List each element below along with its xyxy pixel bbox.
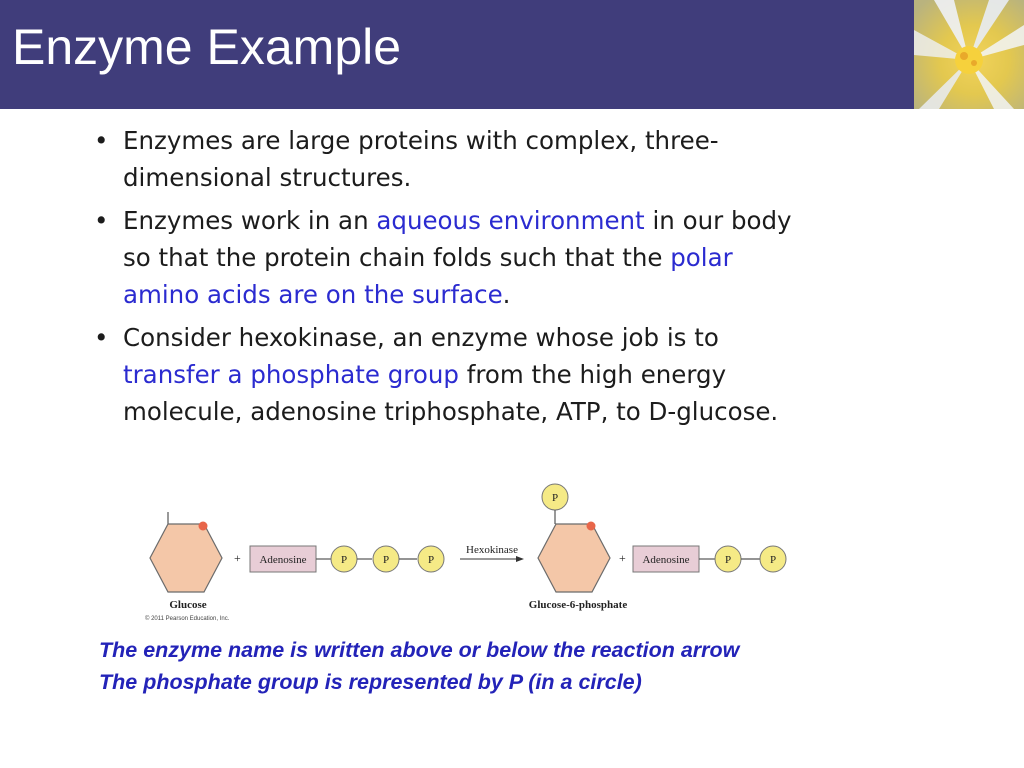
phosphate-label: P bbox=[427, 554, 435, 566]
caption-line: The phosphate group is represented by P (in a circle) bbox=[99, 670, 642, 694]
bullet-dot: • bbox=[94, 323, 109, 352]
slide-title: Enzyme Example bbox=[12, 19, 402, 75]
bullet-text: in our body so that the protein chain folds such that the bbox=[123, 206, 792, 272]
glucose-6-phosphate-label: Glucose-6-phosphate bbox=[528, 599, 628, 611]
enzyme-label: Hexokinase bbox=[466, 544, 518, 556]
flower-image bbox=[914, 0, 1024, 109]
plus-sign: + bbox=[619, 551, 626, 565]
glucose-label: Glucose bbox=[169, 599, 207, 611]
bullet-item bbox=[90, 319, 810, 430]
bullet-text: Enzymes work in an bbox=[123, 206, 377, 235]
oxygen-dot bbox=[199, 522, 208, 531]
phosphate-label: P bbox=[769, 554, 777, 566]
bullet-dot: • bbox=[94, 206, 109, 235]
highlighted-term: polar amino acids are on the surface bbox=[123, 243, 733, 309]
adenosine-label: Adenosine bbox=[642, 554, 690, 566]
bullet-item bbox=[90, 202, 810, 313]
bullet-text: Consider hexokinase, an enzyme whose job is to bbox=[123, 323, 719, 352]
phosphate-label: P bbox=[551, 492, 559, 504]
highlighted-term: aqueous environment bbox=[376, 206, 645, 235]
phosphate-label: P bbox=[382, 554, 390, 566]
caption-note bbox=[99, 634, 739, 698]
copyright-text: © 2011 Pearson Education, Inc. bbox=[145, 616, 230, 622]
plus-sign: + bbox=[234, 551, 241, 565]
bullet-text: Enzymes are large proteins with complex, three-dimensional structures. bbox=[123, 126, 719, 192]
caption-line: The enzyme name is written above or below the reaction arrow bbox=[99, 638, 740, 662]
bullet-text: . bbox=[502, 280, 511, 309]
bullet-text: from the high energy molecule, adenosine triphosphate, ATP, to D-glucose. bbox=[123, 360, 779, 426]
bullet-item bbox=[90, 122, 810, 196]
bullet-list bbox=[90, 122, 810, 436]
oxygen-dot bbox=[587, 522, 596, 531]
hexokinase-reaction-diagram bbox=[140, 478, 820, 628]
phosphate-label: P bbox=[340, 554, 348, 566]
title-bar bbox=[0, 0, 914, 109]
bullet-dot: • bbox=[94, 126, 109, 155]
arrow-head-icon bbox=[516, 556, 524, 562]
adenosine-label: Adenosine bbox=[259, 554, 307, 566]
flower-photo-icon bbox=[914, 0, 1024, 109]
glucose-6-phosphate-hexagon bbox=[538, 524, 610, 592]
phosphate-label: P bbox=[724, 554, 732, 566]
glucose-hexagon bbox=[150, 524, 222, 592]
highlighted-term: transfer a phosphate group bbox=[123, 360, 459, 389]
